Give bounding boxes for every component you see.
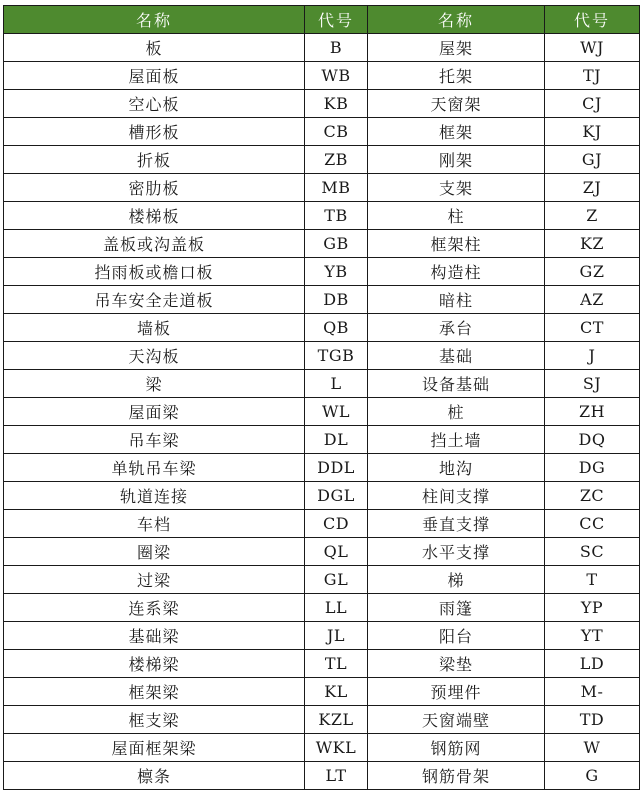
cell-code-right: CJ <box>545 90 640 118</box>
table-row <box>4 370 640 398</box>
cell-code-left: CD <box>305 510 368 538</box>
table-row <box>4 62 640 90</box>
cell-name-right: 预埋件 <box>368 678 545 706</box>
cell-code-right: DQ <box>545 426 640 454</box>
table-row <box>4 454 640 482</box>
table-row <box>4 510 640 538</box>
cell-code-left: KL <box>305 678 368 706</box>
cell-name-left: 圈梁 <box>4 538 305 566</box>
cell-name-left: 屋面板 <box>4 62 305 90</box>
cell-name-left: 屋面梁 <box>4 398 305 426</box>
table-row <box>4 678 640 706</box>
cell-name-right: 天窗端壁 <box>368 706 545 734</box>
table-header <box>4 6 640 34</box>
header-code-right: 代号 <box>545 6 640 34</box>
cell-name-right: 雨篷 <box>368 594 545 622</box>
code-table-container <box>3 5 639 790</box>
cell-code-left: LT <box>305 762 368 790</box>
cell-name-left: 吊车安全走道板 <box>4 286 305 314</box>
cell-name-right: 设备基础 <box>368 370 545 398</box>
cell-name-right: 阳台 <box>368 622 545 650</box>
table-row <box>4 398 640 426</box>
table-row <box>4 482 640 510</box>
cell-name-right: 屋架 <box>368 34 545 62</box>
cell-code-left: QB <box>305 314 368 342</box>
cell-name-right: 钢筋骨架 <box>368 762 545 790</box>
table-row <box>4 90 640 118</box>
cell-code-right: W <box>545 734 640 762</box>
cell-name-left: 檩条 <box>4 762 305 790</box>
cell-name-right: 天窗架 <box>368 90 545 118</box>
cell-code-right: SC <box>545 538 640 566</box>
cell-code-right: CT <box>545 314 640 342</box>
cell-name-right: 水平支撑 <box>368 538 545 566</box>
cell-code-left: WKL <box>305 734 368 762</box>
cell-code-left: QL <box>305 538 368 566</box>
cell-code-left: DGL <box>305 482 368 510</box>
cell-code-left: WB <box>305 62 368 90</box>
cell-code-left: KB <box>305 90 368 118</box>
cell-name-right: 柱 <box>368 202 545 230</box>
cell-code-right: KZ <box>545 230 640 258</box>
cell-name-left: 连系梁 <box>4 594 305 622</box>
cell-name-right: 支架 <box>368 174 545 202</box>
cell-code-right: KJ <box>545 118 640 146</box>
cell-code-right: TJ <box>545 62 640 90</box>
cell-name-left: 框架梁 <box>4 678 305 706</box>
header-code-left: 代号 <box>305 6 368 34</box>
cell-name-left: 挡雨板或檐口板 <box>4 258 305 286</box>
cell-name-left: 板 <box>4 34 305 62</box>
cell-code-right: M- <box>545 678 640 706</box>
header-row <box>4 6 640 34</box>
cell-code-left: WL <box>305 398 368 426</box>
cell-code-left: TB <box>305 202 368 230</box>
cell-name-right: 挡土墙 <box>368 426 545 454</box>
table-row <box>4 734 640 762</box>
table-row <box>4 118 640 146</box>
cell-code-right: YP <box>545 594 640 622</box>
cell-name-right: 钢筋网 <box>368 734 545 762</box>
cell-name-right: 梯 <box>368 566 545 594</box>
cell-name-left: 楼梯板 <box>4 202 305 230</box>
cell-code-right: GJ <box>545 146 640 174</box>
cell-name-left: 车档 <box>4 510 305 538</box>
table-row <box>4 230 640 258</box>
cell-name-left: 轨道连接 <box>4 482 305 510</box>
cell-name-right: 垂直支撑 <box>368 510 545 538</box>
cell-code-left: JL <box>305 622 368 650</box>
cell-name-right: 暗柱 <box>368 286 545 314</box>
cell-code-left: KZL <box>305 706 368 734</box>
cell-code-right: T <box>545 566 640 594</box>
cell-code-right: AZ <box>545 286 640 314</box>
cell-code-left: TL <box>305 650 368 678</box>
table-row <box>4 286 640 314</box>
cell-code-right: LD <box>545 650 640 678</box>
table-body <box>4 34 640 790</box>
cell-code-right: YT <box>545 622 640 650</box>
table-row <box>4 202 640 230</box>
table-row <box>4 174 640 202</box>
cell-name-left: 基础梁 <box>4 622 305 650</box>
table-row <box>4 342 640 370</box>
cell-code-left: ZB <box>305 146 368 174</box>
cell-name-left: 密肋板 <box>4 174 305 202</box>
table-row <box>4 258 640 286</box>
cell-name-left: 天沟板 <box>4 342 305 370</box>
cell-name-right: 框架 <box>368 118 545 146</box>
cell-name-right: 承台 <box>368 314 545 342</box>
table-row <box>4 650 640 678</box>
cell-name-right: 基础 <box>368 342 545 370</box>
table-row <box>4 622 640 650</box>
table-row <box>4 594 640 622</box>
cell-code-right: ZC <box>545 482 640 510</box>
table-row <box>4 566 640 594</box>
cell-name-left: 梁 <box>4 370 305 398</box>
cell-code-left: GB <box>305 230 368 258</box>
cell-name-right: 柱间支撑 <box>368 482 545 510</box>
cell-code-left: LL <box>305 594 368 622</box>
cell-name-left: 过梁 <box>4 566 305 594</box>
table-row <box>4 762 640 790</box>
cell-name-left: 楼梯梁 <box>4 650 305 678</box>
cell-name-left: 空心板 <box>4 90 305 118</box>
table-row <box>4 146 640 174</box>
cell-code-left: TGB <box>305 342 368 370</box>
header-name-left: 名称 <box>4 6 305 34</box>
cell-name-left: 槽形板 <box>4 118 305 146</box>
cell-name-right: 地沟 <box>368 454 545 482</box>
cell-name-right: 梁垫 <box>368 650 545 678</box>
cell-name-left: 单轨吊车梁 <box>4 454 305 482</box>
cell-code-right: WJ <box>545 34 640 62</box>
cell-name-right: 桩 <box>368 398 545 426</box>
cell-code-right: GZ <box>545 258 640 286</box>
cell-name-left: 墙板 <box>4 314 305 342</box>
component-code-table <box>3 5 640 790</box>
cell-code-left: CB <box>305 118 368 146</box>
cell-name-left: 屋面框架梁 <box>4 734 305 762</box>
cell-name-left: 框支梁 <box>4 706 305 734</box>
cell-code-right: SJ <box>545 370 640 398</box>
cell-name-right: 刚架 <box>368 146 545 174</box>
cell-name-left: 折板 <box>4 146 305 174</box>
table-row <box>4 314 640 342</box>
table-row <box>4 426 640 454</box>
cell-code-left: DB <box>305 286 368 314</box>
cell-code-right: Z <box>545 202 640 230</box>
cell-code-left: DL <box>305 426 368 454</box>
cell-name-left: 盖板或沟盖板 <box>4 230 305 258</box>
cell-code-left: B <box>305 34 368 62</box>
cell-code-right: ZJ <box>545 174 640 202</box>
table-row <box>4 34 640 62</box>
cell-code-right: J <box>545 342 640 370</box>
cell-name-right: 构造柱 <box>368 258 545 286</box>
cell-code-right: DG <box>545 454 640 482</box>
cell-code-left: YB <box>305 258 368 286</box>
table-row <box>4 706 640 734</box>
header-name-right: 名称 <box>368 6 545 34</box>
cell-name-right: 框架柱 <box>368 230 545 258</box>
cell-code-right: CC <box>545 510 640 538</box>
cell-code-left: MB <box>305 174 368 202</box>
cell-code-right: G <box>545 762 640 790</box>
cell-code-left: DDL <box>305 454 368 482</box>
cell-name-right: 托架 <box>368 62 545 90</box>
cell-code-right: TD <box>545 706 640 734</box>
cell-name-left: 吊车梁 <box>4 426 305 454</box>
cell-code-right: ZH <box>545 398 640 426</box>
table-row <box>4 538 640 566</box>
cell-code-left: GL <box>305 566 368 594</box>
cell-code-left: L <box>305 370 368 398</box>
